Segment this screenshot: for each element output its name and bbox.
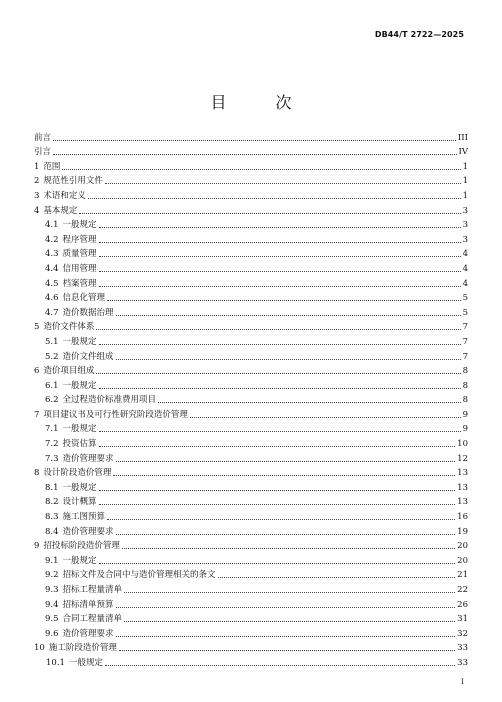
toc-entry-number: 9.5 [45, 614, 59, 625]
toc-entry-page: 13 [457, 497, 468, 508]
toc-entry[interactable] [34, 217, 468, 232]
toc-entry-text: 术语和定义 [43, 190, 86, 201]
document-code: DB44/T 2722—2025 [374, 30, 464, 39]
dot-leader [116, 314, 461, 316]
toc-entry-text: 全过程造价标准费用项目 [62, 395, 157, 406]
dot-leader [116, 533, 456, 535]
toc-entry[interactable] [34, 465, 468, 480]
page-number: I [461, 678, 464, 686]
toc-entry-number: 5 [34, 322, 40, 333]
toc-entry-text: 程序管理 [62, 234, 97, 245]
toc-entry-text: 项目建议书及可行性研究阶段造价管理 [43, 409, 188, 420]
toc-entry-page: 13 [457, 468, 468, 479]
toc-entry[interactable] [34, 202, 468, 217]
toc-entry-number: 7.3 [45, 453, 59, 464]
toc-entry[interactable] [34, 567, 468, 582]
toc-entry[interactable] [34, 552, 468, 567]
dot-leader [53, 139, 456, 141]
toc-entry-page: 16 [457, 512, 468, 523]
toc-entry-text: 引言 [34, 147, 52, 158]
toc-entry-text: 投资估算 [62, 439, 97, 450]
toc-entry-number: 10 [34, 643, 45, 654]
toc-entry[interactable] [34, 581, 468, 596]
toc-entry-text: 规范性引用文件 [43, 176, 103, 187]
toc-entry[interactable] [34, 421, 468, 436]
toc-entry-text: 质量管理 [62, 249, 97, 260]
toc-entry-text: 一般规定 [62, 555, 97, 566]
toc-entry-label [45, 351, 114, 363]
toc-entry-label [45, 263, 97, 275]
toc-entry-page: 7 [462, 336, 468, 347]
toc-entry-text: 范围 [43, 161, 61, 172]
toc-entry-page: 1 [462, 161, 468, 172]
toc-entry-number: 8.4 [45, 526, 59, 537]
toc-entry-page: 9 [462, 409, 468, 420]
toc-entry-page: 32 [457, 628, 468, 639]
dot-leader [116, 358, 461, 360]
dot-leader [107, 299, 461, 301]
toc-entry[interactable] [34, 523, 468, 538]
toc-entry-number: 6 [34, 366, 40, 377]
toc-entry-number: 9.4 [45, 599, 59, 610]
toc-entry-label [34, 175, 103, 187]
toc-entry-text: 招标清单预算 [62, 599, 114, 610]
toc-entry-text: 招标文件及合同中与造价管理相关的条文 [62, 570, 216, 581]
toc-entry-label [34, 409, 188, 421]
toc-entry-page: 4 [462, 249, 468, 260]
toc-entry-label [45, 394, 156, 406]
toc-entry-label [45, 438, 97, 450]
dot-leader [99, 270, 461, 272]
toc-entry-page: 5 [462, 307, 468, 318]
toc-entry-page: 7 [462, 322, 468, 333]
toc-entry[interactable] [34, 611, 468, 626]
toc-entry-number: 9.6 [45, 628, 59, 639]
toc-entry-label [45, 526, 114, 538]
toc-entry-number: 3 [34, 190, 40, 201]
toc-entry-page: 31 [457, 614, 468, 625]
toc-entry[interactable] [34, 625, 468, 640]
toc-entry-page: 3 [462, 220, 468, 231]
toc-entry-page: III [457, 132, 468, 143]
toc-entry-text: 招投标阶段造价管理 [43, 541, 120, 552]
toc-entry-page: 13 [457, 482, 468, 493]
toc-entry-number: 2 [34, 176, 40, 187]
dot-leader [79, 212, 460, 214]
dot-leader [99, 562, 456, 564]
toc-entry-number: 4.5 [45, 278, 59, 289]
toc-entry-text: 造价数据治理 [62, 307, 114, 318]
page-title: 目 次 [210, 93, 314, 112]
toc-entry-number: 4.3 [45, 249, 59, 260]
toc-entry-page: 4 [462, 263, 468, 274]
toc-entry-page: 3 [462, 234, 468, 245]
toc-entry-text: 一般规定 [62, 220, 97, 231]
toc-entry-number: 6.1 [45, 380, 59, 391]
toc-entry-page: 5 [462, 293, 468, 304]
toc-entry-text: 造价管理要求 [62, 453, 114, 464]
toc-entry-number: 9 [34, 541, 40, 552]
toc-entry-text: 一般规定 [62, 336, 97, 347]
toc-entry-text: 设计概算 [62, 497, 97, 508]
toc-entry-text: 施工图预算 [62, 512, 106, 523]
toc-entry[interactable] [34, 596, 468, 611]
toc-entry-page: 12 [457, 453, 468, 464]
toc-entry-page: 10 [457, 439, 468, 450]
toc-entry-number: 4.2 [45, 234, 59, 245]
toc-entry-label [34, 365, 94, 377]
toc-entry-label [45, 248, 97, 260]
toc-entry[interactable] [34, 508, 468, 523]
toc-entry-page: 1 [462, 190, 468, 201]
toc-entry-page: IV [458, 147, 468, 158]
toc-entry-label [45, 234, 97, 246]
toc-entry-text: 造价管理要求 [62, 526, 114, 537]
dot-leader [218, 576, 456, 578]
toc-entry-text: 前言 [34, 132, 52, 143]
dot-leader [158, 401, 461, 403]
toc-entry[interactable] [34, 275, 468, 290]
toc-entry-label [34, 190, 86, 202]
toc-entry-text: 设计阶段造价管理 [43, 468, 112, 479]
toc-entry[interactable] [34, 392, 468, 407]
table-of-contents [34, 129, 468, 669]
toc-entry-number: 8.2 [45, 497, 59, 508]
dot-leader [99, 226, 461, 228]
toc-entry-label [45, 511, 105, 523]
dot-leader [96, 372, 460, 374]
toc-entry-text: 信息化管理 [62, 293, 106, 304]
toc-entry-number: 10.1 [46, 657, 65, 668]
toc-entry-page: 26 [457, 599, 468, 610]
toc-entry-page: 9 [462, 424, 468, 435]
toc-entry-label [45, 496, 97, 508]
toc-entry[interactable] [34, 158, 468, 173]
dot-leader [124, 591, 455, 593]
toc-entry[interactable] [34, 640, 468, 655]
toc-entry-number: 4.1 [45, 220, 59, 231]
toc-entry-page: 33 [457, 643, 468, 654]
toc-entry[interactable] [34, 144, 468, 159]
toc-entry-page: 22 [457, 585, 468, 595]
toc-entry-page: 4 [462, 278, 468, 289]
dot-leader [99, 489, 456, 491]
toc-entry-label [45, 599, 114, 611]
toc-entry-number: 9.3 [45, 585, 59, 595]
toc-entry-number: 8 [34, 468, 40, 479]
dot-leader [99, 343, 461, 345]
dot-leader [105, 182, 461, 184]
toc-entry-label [34, 642, 117, 654]
dot-leader [124, 620, 455, 622]
toc-entry-page: 19 [457, 526, 468, 537]
toc-entry-number: 7 [34, 409, 40, 420]
dot-leader [99, 445, 456, 447]
dot-leader [190, 416, 461, 418]
toc-entry-label [45, 307, 114, 319]
toc-entry-label [34, 540, 120, 552]
toc-entry[interactable] [34, 494, 468, 509]
toc-entry-label [45, 380, 97, 392]
dot-leader [113, 474, 455, 476]
toc-entry-number: 4.7 [45, 307, 59, 318]
toc-entry[interactable] [34, 363, 468, 378]
toc-entry[interactable] [34, 260, 468, 275]
toc-entry[interactable] [34, 348, 468, 363]
toc-entry-text: 基本规定 [43, 205, 78, 216]
dot-leader [105, 664, 455, 666]
dot-leader [96, 328, 460, 330]
dot-leader [62, 168, 460, 170]
toc-entry-page: 8 [462, 395, 468, 406]
toc-entry[interactable] [34, 129, 468, 144]
toc-entry-label [45, 613, 122, 625]
toc-entry-page: 3 [462, 205, 468, 216]
toc-entry-page: 8 [462, 366, 468, 377]
toc-entry-label [45, 584, 122, 596]
toc-entry-label [46, 657, 103, 669]
toc-entry[interactable] [34, 406, 468, 421]
toc-entry-text: 一般规定 [62, 380, 97, 391]
toc-entry-label [45, 423, 97, 435]
toc-entry-label [45, 569, 216, 581]
dot-leader [116, 635, 456, 637]
toc-entry-number: 8.3 [45, 512, 59, 523]
dot-leader [107, 518, 455, 520]
toc-entry[interactable] [34, 450, 468, 465]
toc-entry[interactable] [34, 290, 468, 305]
dot-leader [116, 606, 456, 608]
toc-entry[interactable] [34, 538, 468, 553]
dot-leader [99, 387, 461, 389]
toc-entry-label [34, 205, 77, 217]
toc-entry-label [45, 555, 97, 567]
dot-leader [99, 503, 456, 505]
toc-entry-page: 20 [457, 555, 468, 566]
toc-entry-label [34, 146, 51, 158]
toc-entry-label [34, 321, 94, 333]
toc-entry[interactable] [34, 319, 468, 334]
toc-entry[interactable] [34, 231, 468, 246]
toc-entry-text: 档案管理 [62, 278, 97, 289]
toc-entry-number: 8.1 [45, 482, 59, 493]
toc-entry[interactable] [34, 173, 468, 188]
toc-entry-label [45, 482, 97, 494]
toc-entry-number: 4.4 [45, 263, 59, 274]
toc-entry-number: 9.2 [45, 570, 59, 581]
toc-entry-number: 7.1 [45, 424, 59, 435]
dot-leader [116, 460, 456, 462]
toc-entry[interactable] [34, 435, 468, 450]
toc-entry-number: 6.2 [45, 395, 59, 406]
dot-leader [53, 153, 456, 155]
toc-entry-label [45, 628, 114, 640]
toc-entry-number: 9.1 [45, 555, 59, 566]
dot-leader [99, 430, 461, 432]
toc-entry-label [45, 278, 97, 290]
toc-entry-text: 合同工程量清单 [62, 614, 123, 625]
toc-entry-page: 21 [457, 570, 468, 581]
dot-leader [99, 255, 461, 257]
toc-entry-number: 4.6 [45, 293, 59, 304]
toc-entry[interactable] [34, 654, 468, 669]
toc-entry-page: 20 [457, 541, 468, 552]
toc-entry-text: 造价文件组成 [62, 351, 114, 362]
toc-entry-number: 5.1 [45, 336, 59, 347]
toc-entry-number: 7.2 [45, 439, 59, 450]
toc-entry-text: 招标工程量清单 [62, 585, 123, 595]
toc-entry-text: 造价项目组成 [43, 366, 95, 377]
dot-leader [99, 285, 461, 287]
toc-entry[interactable] [34, 304, 468, 319]
toc-entry[interactable] [34, 246, 468, 261]
toc-entry-page: 7 [462, 351, 468, 362]
toc-entry-label [45, 292, 105, 304]
toc-entry-number: 5.2 [45, 351, 59, 362]
toc-entry-text: 一般规定 [68, 657, 103, 668]
toc-entry-text: 信用管理 [62, 263, 97, 274]
dot-leader [122, 547, 455, 549]
toc-entry-label [34, 161, 60, 173]
toc-entry-page: 8 [462, 380, 468, 391]
toc-entry-number: 4 [34, 205, 40, 216]
toc-entry-page: 33 [457, 657, 468, 668]
toc-entry-label [45, 336, 97, 348]
toc-entry[interactable] [34, 333, 468, 348]
toc-entry[interactable] [34, 187, 468, 202]
toc-entry-text: 造价管理要求 [62, 628, 114, 639]
toc-entry-text: 造价文件体系 [43, 322, 95, 333]
toc-entry-label [45, 453, 114, 465]
toc-entry[interactable] [34, 377, 468, 392]
toc-entry-text: 一般规定 [62, 482, 97, 493]
toc-entry-page: 1 [462, 176, 468, 187]
toc-entry-label [34, 467, 111, 479]
dot-leader [99, 241, 461, 243]
toc-entry-text: 一般规定 [62, 424, 97, 435]
toc-entry-number: 1 [34, 161, 40, 172]
dot-leader [119, 649, 455, 651]
toc-entry-text: 施工阶段造价管理 [48, 643, 117, 654]
dot-leader [88, 197, 461, 199]
toc-entry-label [45, 219, 97, 231]
toc-entry[interactable] [34, 479, 468, 494]
toc-entry-label [34, 132, 51, 144]
